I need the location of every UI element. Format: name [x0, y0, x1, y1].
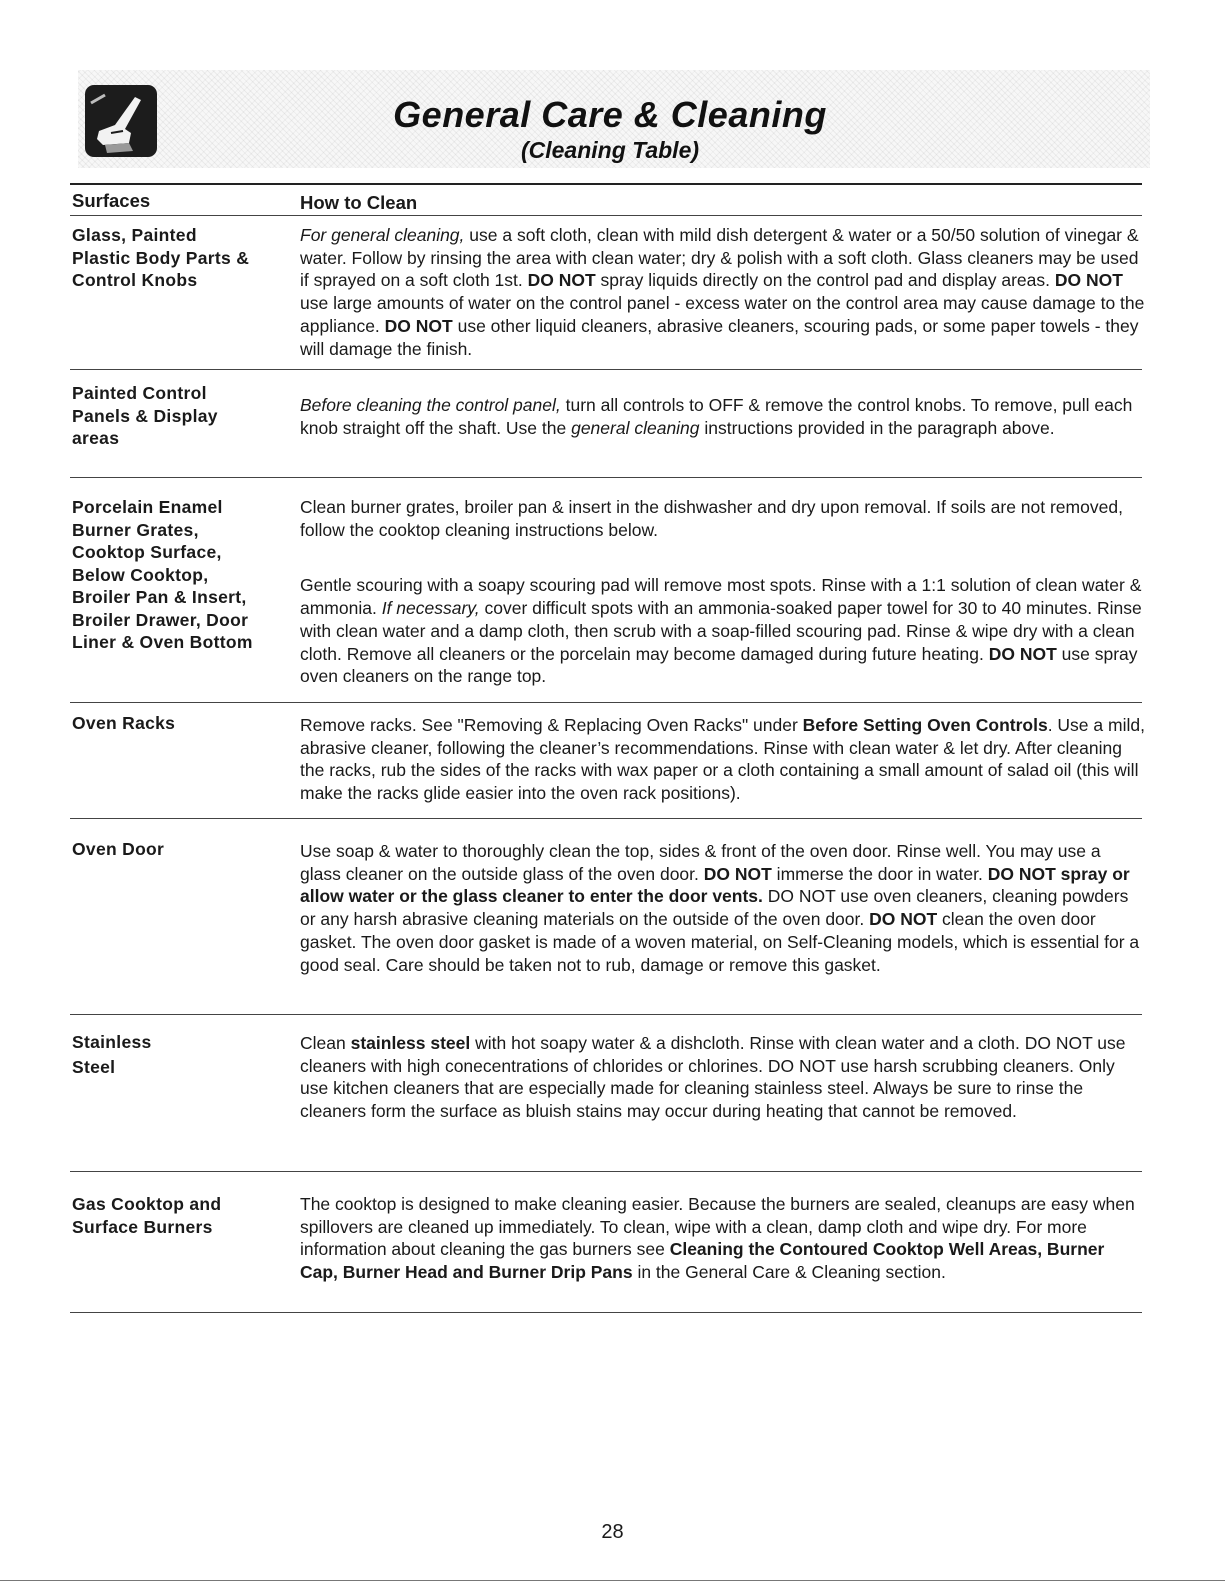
emphasis-bold: DO NOT [384, 315, 453, 336]
surface-label-line: Oven Door [72, 839, 165, 859]
page-number: 28 [601, 1521, 624, 1543]
page-title: General Care & Cleaning [393, 94, 827, 135]
surface-label-oven-racks [72, 712, 287, 735]
surface-label-line: Surface Burners [72, 1216, 213, 1237]
instruction-paragraph [300, 496, 1145, 541]
surface-label-line: Panels & Display [72, 405, 218, 426]
instruction-paragraph [300, 1032, 1145, 1123]
emphasis-bold: Cleaning the Contoured Cooktop Well Areas, Burner Cap, Burner Head and Burner Drip Pans [300, 1239, 1105, 1283]
text-run: immerse the door in water. [771, 863, 988, 884]
surface-label-line: Control Knobs [72, 270, 198, 290]
row-divider [70, 1014, 1142, 1015]
row-divider [70, 369, 1142, 370]
emphasis-italic: If necessary, [381, 598, 480, 619]
instruction-paragraph [300, 714, 1145, 805]
surface-label-line: Burner Grates, [72, 519, 199, 540]
emphasis-bold: DO NOT [703, 863, 772, 884]
text-run: instructions provided in the paragraph above. [699, 417, 1055, 438]
emphasis-bold: DO NOT [1054, 270, 1123, 291]
emphasis-bold: DO NOT [988, 643, 1057, 664]
surface-label-oven-door [72, 838, 287, 861]
hand-wiping-cloth-icon [85, 85, 157, 157]
cleaning-instructions-gas-cooktop [300, 1193, 1145, 1284]
row-divider [70, 818, 1142, 819]
cleaning-instructions-oven-door [300, 840, 1145, 976]
emphasis-bold: stainless steel [350, 1033, 471, 1053]
text-run: Remove racks. See "Removing & Replacing Oven Racks" under [300, 715, 803, 735]
table-top-rule [70, 183, 1142, 185]
text-run: DO NOT use oven cleaners, cleaning powders or any harsh abrasive cleaning materials on the outside of the oven door. [300, 886, 1129, 930]
text-run: cover difficult spots with an ammonia-soaked paper towel for 30 to 40 minutes. Rinse with clean water and a damp cloth, then scrub with a soap-filled scouring pad. Rinse & wipe dry with a clean cloth. Remove all cleaners or the porcelain may become damaged during future heating. [300, 598, 1142, 664]
surface-label-glass-painted [72, 224, 287, 292]
text-run: clean the oven door gasket. The oven door gasket is made of a woven material, on Self-Cleaning models, which is essential for a good seal. Care should be taken not to rub, damage or remove this gasket. [300, 909, 1140, 975]
text-run: spray liquids directly on the control pad and display areas. [595, 270, 1055, 291]
text-run: in the General Care & Cleaning section. [632, 1262, 946, 1283]
row-divider [70, 477, 1142, 478]
row-divider [70, 702, 1142, 703]
text-run: Clean [300, 1033, 351, 1053]
text-run: Use soap & water to thoroughly clean the top, sides & front of the oven door. Rinse well. You may use a glass cleaner on the outside glass of the oven door. [300, 841, 1101, 884]
emphasis-bold: DO NOT [869, 909, 938, 930]
text-run: use other liquid cleaners, abrasive cleaners, scouring pads, or some paper towels - they will damage the finish. [300, 315, 1139, 359]
text-run: Gentle scouring with a soapy scouring pad will remove most spots. Rinse with a 1:1 solution of clean water & ammonia. [300, 575, 1142, 619]
cleaning-instructions-glass-painted [300, 224, 1145, 360]
instruction-paragraph [300, 574, 1145, 688]
surface-label-line: Cooktop Surface, [72, 542, 222, 562]
surface-label-porcelain-enamel [72, 496, 287, 654]
text-run: The cooktop is designed to make cleaning easier. Because the burners are sealed, cleanups are easy when spillovers are cleaned up immediately. To clean, wipe with a clean, damp cloth and wipe dry. For more information about cleaning the gas burners see [300, 1194, 1135, 1260]
emphasis-bold: DO NOT spray or allow water or the glass cleaner to enter the door vents. [300, 863, 1130, 907]
surface-label-line: Plastic Body Parts & [72, 247, 250, 268]
text-run: turn all controls to OFF & remove the control knobs. To remove, pull each knob straight off the shaft. Use the [300, 395, 1133, 438]
column-header-how-to-clean: How to Clean [300, 192, 418, 213]
surface-label-line: areas [72, 428, 120, 448]
cleaning-instructions-painted-control-panels [300, 394, 1145, 439]
emphasis-bold: Before Setting Oven Controls [802, 715, 1048, 735]
text-run: with hot soapy water & a dishcloth. Rinse with clean water and a cloth. DO NOT use cleaners with high conecentrations of chlorides or chlorines. DO NOT use harsh scrubbing cleaners. Only use kitchen cleaners that are especially made for cleaning stainless steel. Always be sure to rinse the cleaners form the surface as bluish stains may occur during heating that cannot be removed. [300, 1033, 1126, 1122]
cleaning-instructions-stainless-steel [300, 1032, 1145, 1123]
table-header-rule [70, 215, 1142, 216]
cleaning-instructions-oven-racks [300, 714, 1145, 805]
surface-label-line: Broiler Drawer, Door [72, 609, 249, 630]
row-divider [70, 1171, 1142, 1172]
instruction-paragraph [300, 840, 1145, 976]
surface-label-line: Stainless [72, 1032, 152, 1052]
emphasis-bold: DO NOT [527, 270, 596, 291]
surface-label-line: Oven Racks [72, 713, 176, 733]
text-run: . Use a mild, abrasive cleaner, following the cleaner’s recommendations. Rinse with clean water & let dry. After cleaning the racks, rub the sides of the racks with wax paper or a cloth containing a small amount of salad oil (this will make the racks glide easier into the oven rack positions). [300, 715, 1145, 804]
text-run: use a soft cloth, clean with mild dish detergent & water or a 50/50 solution of vinegar & water. Follow by rinsing the area with clean water; dry & polish with a soft cloth. Glass cleaners may be used if sprayed on a soft cloth 1st. [300, 225, 1139, 291]
surface-label-line: Broiler Pan & Insert, [72, 587, 247, 607]
surface-label-line: Liner & Oven Bottom [72, 632, 253, 652]
text-run: use large amounts of water on the control panel - excess water on the control area may cause damage to the appliance. [300, 293, 1145, 336]
page-bottom-edge [0, 1580, 1225, 1581]
emphasis-italic: For general cleaning, [300, 225, 465, 245]
surface-label-line: Porcelain Enamel [72, 497, 223, 517]
text-run: use spray oven cleaners on the range top. [300, 643, 1138, 687]
text-run: Clean burner grates, broiler pan & insert in the dishwasher and dry upon removal. If soils are not removed, follow the cooktop cleaning instructions below. [300, 497, 1123, 540]
surface-label-painted-control-panels [72, 382, 287, 450]
surface-label-gas-cooktop [72, 1193, 287, 1238]
instruction-paragraph [300, 224, 1145, 360]
surface-label-line: Gas Cooktop and [72, 1194, 222, 1214]
emphasis-italic: Before cleaning the control panel, [300, 395, 561, 415]
surface-label-stainless-steel [72, 1030, 287, 1079]
surface-label-line: Painted Control [72, 383, 207, 403]
table-bottom-rule [70, 1312, 1142, 1313]
cleaning-instructions-porcelain-enamel [300, 496, 1145, 688]
instruction-paragraph [300, 394, 1145, 439]
surface-label-line: Steel [72, 1056, 116, 1077]
surface-label-line: Below Cooktop, [72, 564, 209, 585]
instruction-paragraph [300, 1193, 1145, 1284]
surface-label-line: Glass, Painted [72, 225, 197, 245]
column-header-surfaces: Surfaces [72, 190, 151, 211]
page-subtitle: (Cleaning Table) [520, 137, 700, 163]
emphasis-italic: general cleaning [571, 417, 700, 438]
